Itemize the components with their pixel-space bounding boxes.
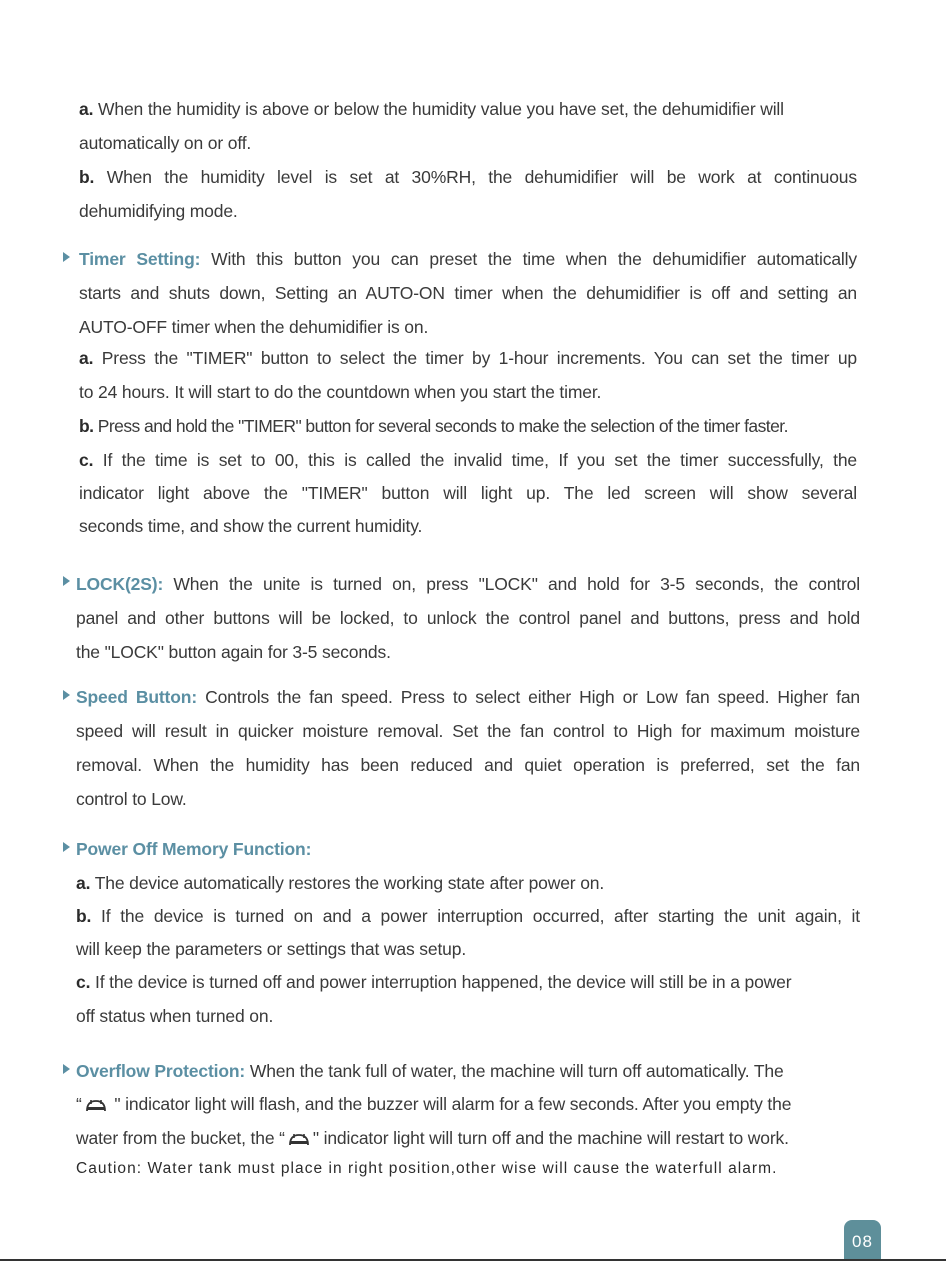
- timer-line1: [79, 247, 857, 271]
- memory-c-line1: [76, 970, 860, 994]
- item-label: c.: [76, 972, 91, 992]
- body-text: Press the "TIMER" button to select the timer by 1-hour increments. You can set the timer up: [101, 348, 857, 368]
- memory-heading: Power Off Memory Function:: [76, 839, 312, 859]
- timer-a-line2: to 24 hours. It will start to do the countdown when you start the timer.: [79, 382, 602, 402]
- speed-line4: control to Low.: [76, 789, 187, 809]
- overflow-line2: [76, 1092, 860, 1118]
- humidity-a-line1: [79, 97, 857, 121]
- water-tank-icon: [287, 1128, 311, 1152]
- humidity-b-line2: dehumidifying mode.: [79, 201, 238, 221]
- timer-heading: Timer Setting:: [79, 249, 201, 269]
- overflow-heading: Overflow Protection:: [76, 1061, 246, 1081]
- item-label: b.: [76, 906, 92, 926]
- humidity-a-line2: automatically on or off.: [79, 133, 252, 153]
- lock-heading: LOCK(2S):: [76, 574, 164, 594]
- bullet-arrow-icon: [63, 576, 70, 586]
- body-text: When the unite is turned on, press "LOCK" and hold for 3-5 seconds, the control: [173, 574, 860, 594]
- item-label: a.: [76, 873, 91, 893]
- timer-b-line1: [79, 414, 857, 438]
- memory-c-line2: off status when turned on.: [76, 1006, 274, 1026]
- overflow-line3: [76, 1126, 860, 1152]
- memory-b-line2: will keep the parameters or settings that was setup.: [76, 939, 467, 959]
- speed-line2: speed will result in quicker moisture removal. Set the fan control to High for maximum moisture: [76, 721, 860, 741]
- bullet-arrow-icon: [63, 690, 70, 700]
- lock-line3: the "LOCK" button again for 3-5 seconds.: [76, 642, 391, 662]
- timer-c-line3: seconds time, and show the current humidity.: [79, 516, 423, 536]
- lock-line1: [76, 572, 860, 596]
- memory-a-line1: [76, 871, 860, 895]
- body-text: When the humidity level is set at 30%RH, the dehumidifier will be work at continuous: [106, 167, 857, 187]
- humidity-b-line1: [79, 165, 857, 189]
- body-text: The device automatically restores the working state after power on.: [94, 873, 605, 893]
- body-text: If the device is turned off and power interruption happened, the device will still be in a power: [95, 972, 792, 992]
- body-text: When the tank full of water, the machine will turn off automatically. The: [249, 1061, 784, 1081]
- item-label: a.: [79, 348, 94, 368]
- timer-a-line1: [79, 346, 857, 370]
- speed-heading: Speed Button:: [76, 687, 197, 707]
- item-label: b.: [79, 416, 94, 436]
- memory-b-line1: [76, 904, 860, 928]
- timer-c-line2: indicator light above the "TIMER" button will light up. The led screen will show several: [79, 483, 857, 503]
- body-text: " indicator light will flash, and the buzzer will alarm for a few seconds. After you empty the: [109, 1094, 792, 1114]
- body-text: " indicator light will turn off and the machine will restart to work.: [312, 1128, 789, 1148]
- body-text: If the time is set to 00, this is called the invalid time, If you set the timer successfully, the: [102, 450, 857, 470]
- timer-line3: AUTO-OFF timer when the dehumidifier is on.: [79, 317, 429, 337]
- speed-line3: removal. When the humidity has been reduced and quiet operation is preferred, set the fan: [76, 755, 860, 775]
- body-text: With this button you can preset the time when the dehumidifier automatically: [211, 249, 858, 269]
- speed-line1: [76, 685, 860, 709]
- timer-line2: starts and shuts down, Setting an AUTO-ON timer when the dehumidifier is off and setting an: [79, 283, 857, 303]
- overflow-line1: [76, 1059, 860, 1083]
- memory-heading-line: [76, 837, 860, 861]
- item-label: a.: [79, 99, 94, 119]
- lock-line2: panel and other buttons will be locked, to unlock the control panel and buttons, press and hold: [76, 608, 860, 628]
- timer-c-line1: [79, 448, 857, 472]
- body-text: When the humidity is above or below the humidity value you have set, the dehumidifier will: [98, 99, 784, 119]
- body-text: If the device is turned on and a power interruption occurred, after starting the unit again, it: [101, 906, 860, 926]
- bullet-arrow-icon: [63, 252, 70, 262]
- bullet-arrow-icon: [63, 842, 70, 852]
- quote-open: “: [76, 1094, 82, 1114]
- item-label: b.: [79, 167, 95, 187]
- water-tank-icon: [84, 1094, 108, 1118]
- body-text: Controls the fan speed. Press to select either High or Low fan speed. Higher fan: [205, 687, 860, 707]
- caution-note: Caution: Water tank must place in right position,other wise will cause the waterfull alarm.: [76, 1160, 778, 1177]
- page-number-badge: 08: [844, 1220, 881, 1261]
- bullet-arrow-icon: [63, 1064, 70, 1074]
- body-text: water from the bucket, the “: [76, 1128, 285, 1148]
- body-text: Press and hold the "TIMER" button for several seconds to make the selection of the timer faster.: [97, 416, 788, 436]
- item-label: c.: [79, 450, 94, 470]
